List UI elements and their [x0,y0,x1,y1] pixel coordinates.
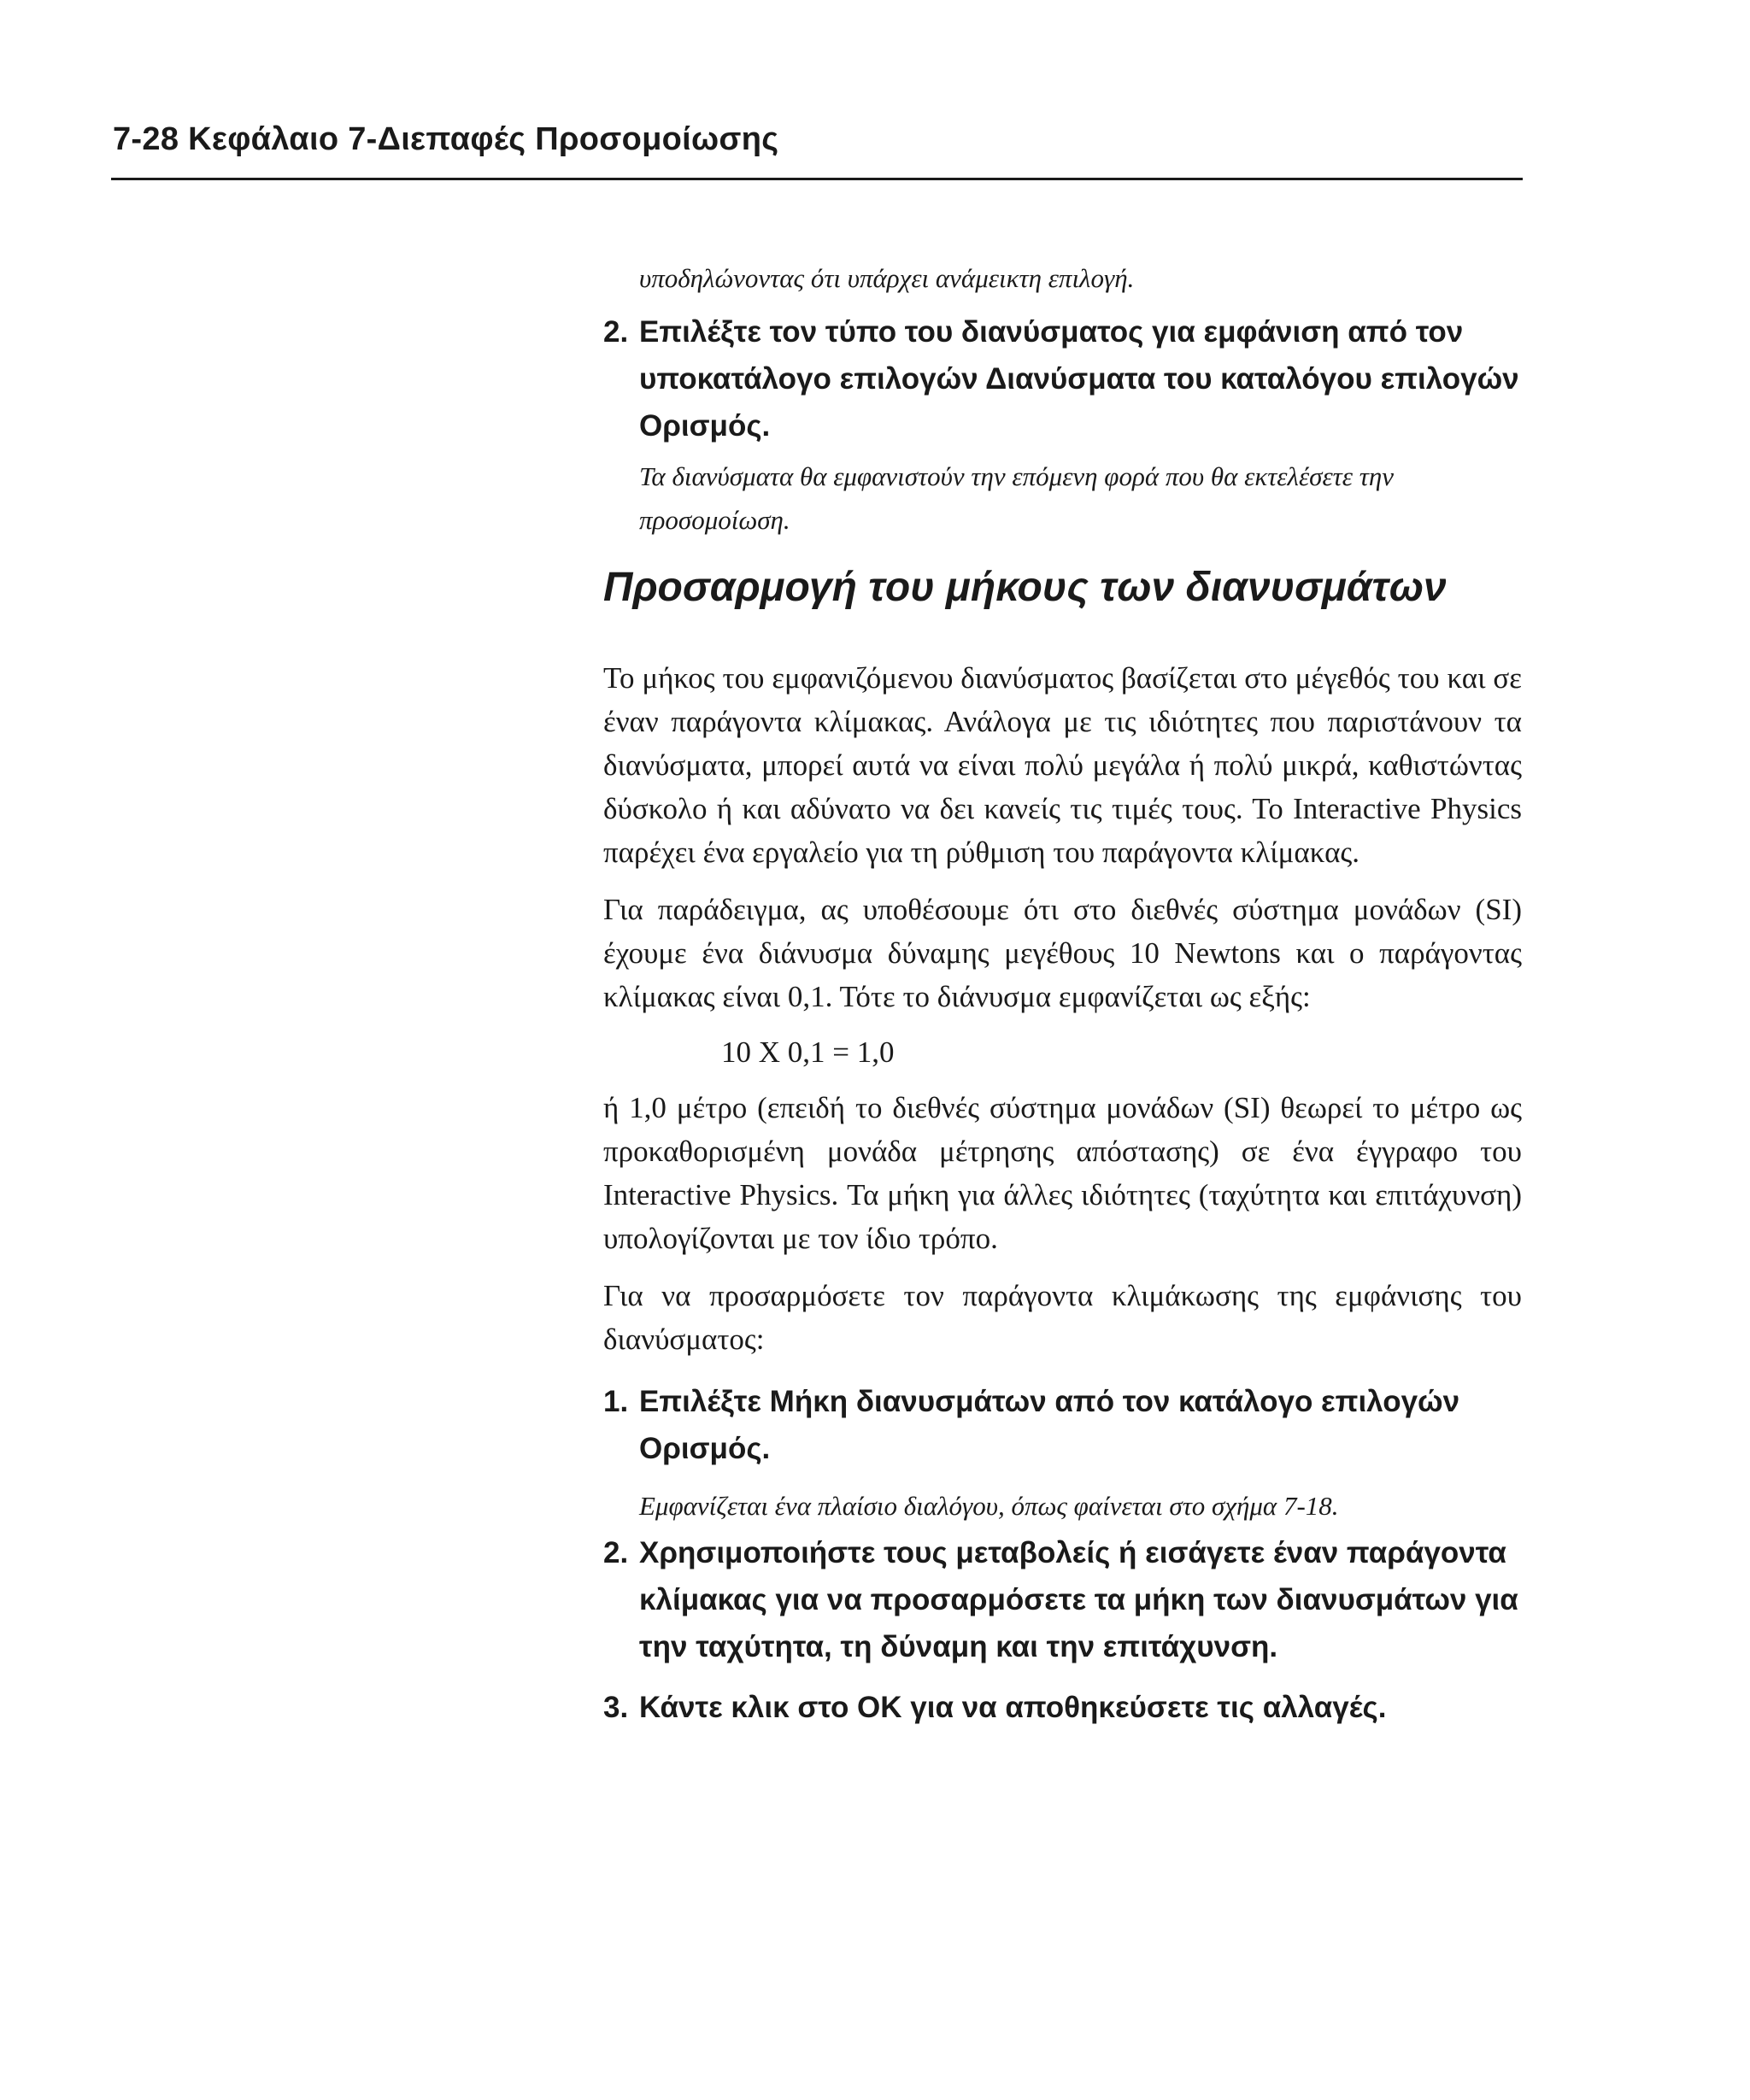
step-text: Χρησιμοποιήστε τους μεταβολείς ή εισάγετε έναν παράγοντα κλίμακας για να προσαρμόσετε τα μήκη των διανυσμάτων για την ταχύτητα, τη δύναμη και την επιτάχυνση. [639,1536,1518,1663]
continued-note: υποδηλώνοντας ότι υπάρχει ανάμεικτη επιλογή. [639,263,1135,293]
step-number: 2. [603,1536,629,1569]
step-item [603,1378,1522,1472]
equation: 10 X 0,1 = 1,0 [721,1035,895,1069]
step-item [603,1684,1522,1731]
step-text: Επιλέξτε τον τύπο του διανύσματος για εμφάνιση από τον υποκατάλογο επιλογών Διανύσματα του καταλόγου επιλογών Ορισμός. [639,315,1519,443]
body-paragraph: Για να προσαρμόσετε τον παράγοντα κλιμάκωσης της εμφάνισης του διανύσματος: [603,1279,1522,1356]
step-text: Επιλέξτε Μήκη διανυσμάτων από τον κατάλογο επιλογών Ορισμός. [639,1385,1460,1465]
step-text: Κάντε κλικ στο ΟΚ για να αποθηκεύσετε τις αλλαγές. [639,1691,1387,1724]
section-heading: Προσαρμογή του μήκους των διανυσμάτων [603,565,1447,610]
body-paragraph: Το μήκος του εμφανιζόμενου διανύσματος βασίζεται στο μέγεθός του και σε έναν παράγοντα κλίμακας. Ανάλογα με τις ιδιότητες που παριστάνουν τα διανύσματα, μπορεί αυτά να είναι πολύ μεγάλα ή πολύ μικρά, καθιστώντας δύσκολο ή και αδύνατο να δει κανείς τις τιμές τους. Το Interactive Physics παρέχει ένα εργαλείο για τη ρύθμιση του παράγοντα κλίμακας. [603,661,1522,869]
main-content [603,256,1522,1731]
running-head: 7-28 Κεφάλαιο 7-Διεπαφές Προσομοίωσης [113,121,779,157]
header-rule [111,178,1523,180]
step-item [603,1529,1522,1670]
step-note: Εμφανίζεται ένα πλαίσιο διαλόγου, όπως φαίνεται στο σχήμα 7-18. [639,1491,1339,1521]
step-item [603,308,1522,449]
step-number: 1. [603,1385,629,1418]
body-paragraph: ή 1,0 μέτρο (επειδή το διεθνές σύστημα μονάδων (SI) θεωρεί το μέτρο ως προκαθορισμένη μονάδα μέτρησης απόστασης) σε ένα έγγραφο του Interactive Physics. Τα μήκη για άλλες ιδιότητες (ταχύτητα και επιτάχυνση) υπολογίζονται με τον ίδιο τρόπο. [603,1091,1522,1255]
step-note: Τα διανύσματα θα εμφανιστούν την επόμενη φορά που θα εκτελέσετε την προσομοίωση. [639,461,1394,535]
body-paragraph: Για παράδειγμα, ας υποθέσουμε ότι στο διεθνές σύστημα μονάδων (SI) έχουμε ένα διάνυσμα δύναμης μεγέθους 10 Newtons και ο παράγοντας κλίμακας είναι 0,1. Τότε το διάνυσμα εμφανίζεται ως εξής: [603,893,1522,1013]
step-number: 3. [603,1691,629,1724]
step-number: 2. [603,315,629,349]
